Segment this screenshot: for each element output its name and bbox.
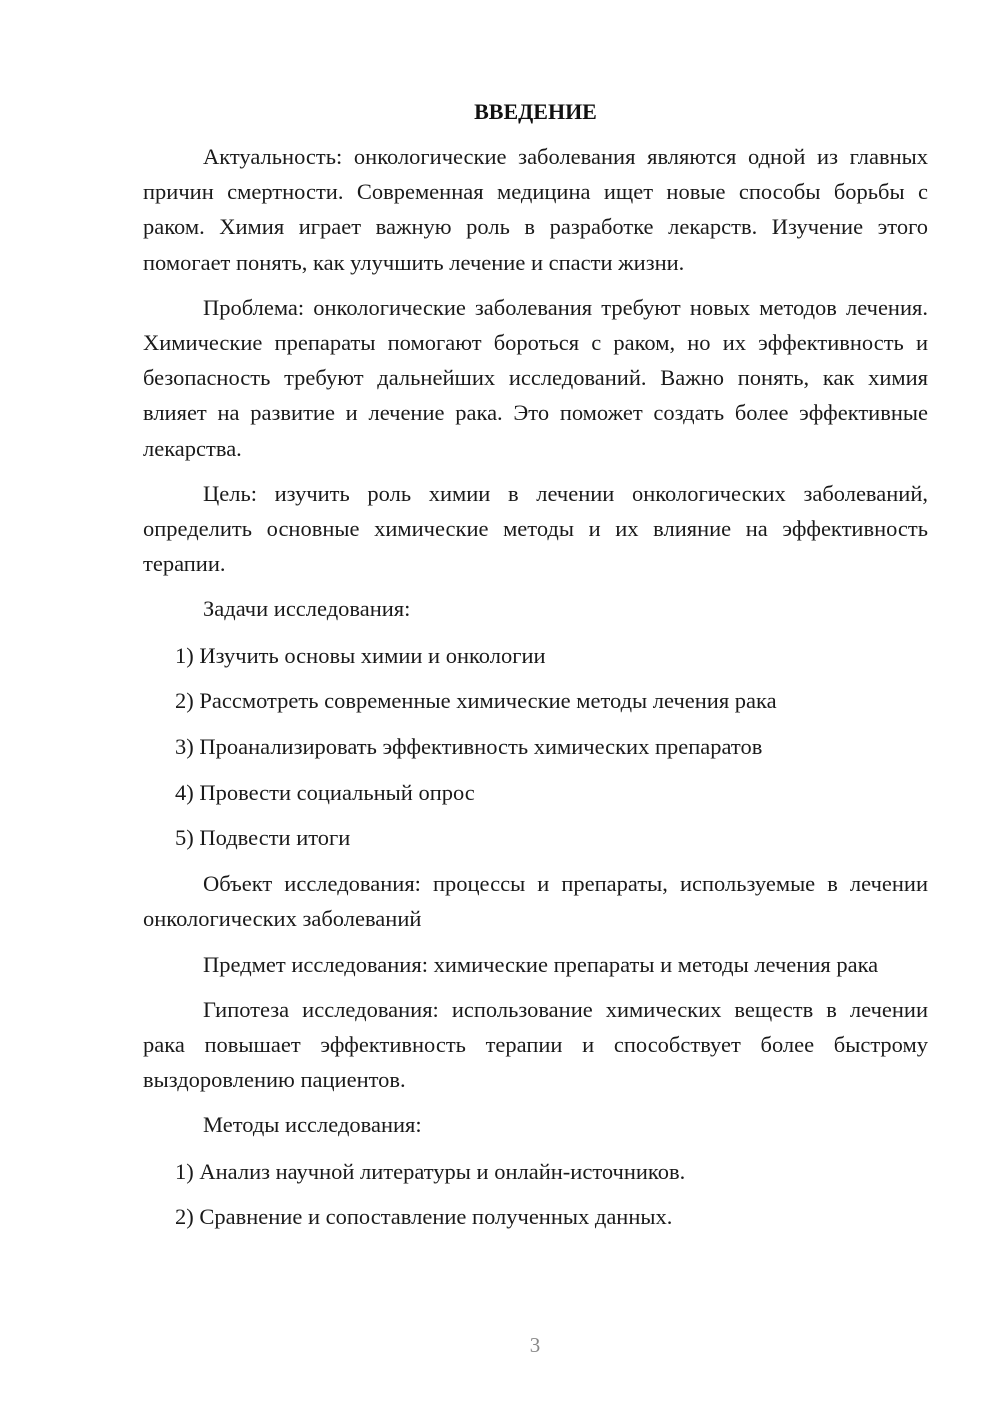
goal-paragraph: Цель: изучить роль химии в лечении онкологических заболеваний, определить основные химические методы и их влияние на эффективность терапии. bbox=[143, 480, 928, 577]
relevance-paragraph: Актуальность: онкологические заболевания являются одной из главных причин смертности. Современная медицина ищет новые способы борьбы с раком. Химия играет важную роль в разработке лекарств. Изучение этого помогает понять, как улучшить лечение и спасти жизни. bbox=[143, 144, 928, 275]
list-item: 2) Рассмотреть современные химические методы лечения рака bbox=[175, 688, 777, 714]
list-item: 3) Проанализировать эффективность химических препаратов bbox=[175, 734, 763, 760]
hypothesis-paragraph: Гипотеза исследования: использование химических веществ в лечении рака повышает эффективность терапии и способствует более быстрому выздоровлению пациентов. bbox=[143, 996, 928, 1093]
page-number: 3 bbox=[529, 1333, 541, 1357]
subject-paragraph: Предмет исследования: химические препараты и методы лечения рака bbox=[203, 951, 879, 977]
list-item: 1) Изучить основы химии и онкологии bbox=[175, 642, 546, 668]
tasks-heading: Задачи исследования: bbox=[203, 596, 411, 622]
tasks-list bbox=[143, 638, 928, 856]
page-title: ВВЕДЕНИЕ bbox=[474, 99, 597, 124]
methods-heading: Методы исследования: bbox=[203, 1112, 422, 1138]
object-paragraph: Объект исследования: процессы и препараты, используемые в лечении онкологических заболеваний bbox=[143, 871, 928, 932]
methods-list bbox=[143, 1154, 928, 1235]
list-item: 5) Подвести итоги bbox=[175, 825, 351, 851]
document-body bbox=[143, 94, 928, 1244]
problem-paragraph: Проблема: онкологические заболевания требуют новых методов лечения. Химические препараты помогают бороться с раком, но их эффективность и безопасность требуют дальнейших исследований. Важно понять, как химия влияет на развитие и лечение рака. Это поможет создать более эффективные лекарства. bbox=[143, 294, 928, 461]
list-item: 4) Провести социальный опрос bbox=[175, 779, 475, 805]
list-item: 2) Сравнение и сопоставление полученных данных. bbox=[175, 1204, 673, 1230]
list-item: 1) Анализ научной литературы и онлайн-источников. bbox=[175, 1158, 686, 1184]
